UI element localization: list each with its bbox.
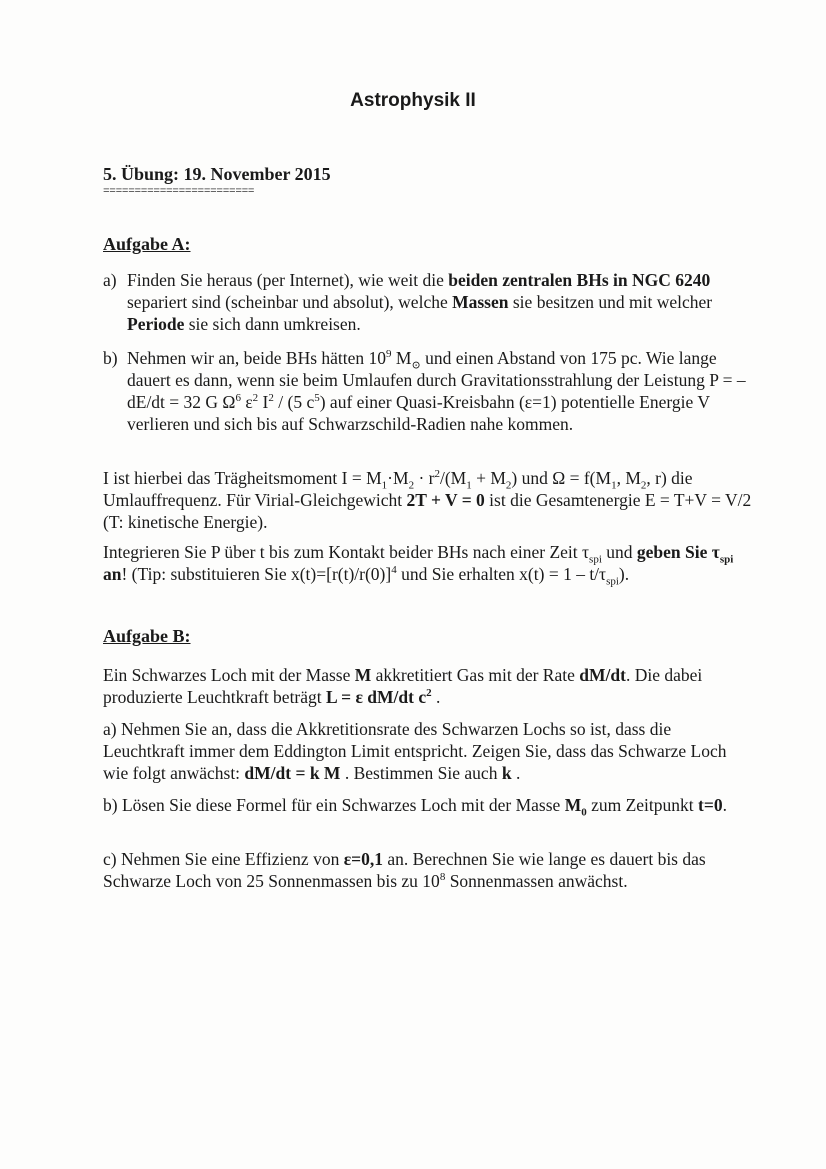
double-underline: ======================== (103, 186, 255, 198)
item-label: a) (103, 270, 117, 290)
aufgabe-b-item-a: a) Nehmen Sie an, dass die Akkretitionsrate des Schwarzen Lochs so ist, dass die Leuchtkraft immer dem Eddington Limit entspricht. Zeigen Sie, dass das Schwarze Loch wie folgt anwächst: dM/dt = k M . Bestimmen Sie auch k . (103, 719, 727, 783)
item-label: b) (103, 348, 118, 368)
exercise-heading: 5. Übung: 19. November 2015 (103, 164, 331, 184)
aufgabe-a-title: Aufgabe A: (103, 234, 191, 254)
item-text: Finden Sie heraus (per Internet), wie weit die beiden zentralen BHs in NGC 6240 separiert sind (scheinbar und absolut), welche Massen sie besitzen und mit welcher Periode sie sich dann umkreisen. (127, 270, 713, 334)
aufgabe-b-heading (103, 625, 753, 647)
item-text: Nehmen wir an, beide BHs hätten $10^9$ $M_⊙$ und einen Abstand von 175 pc. Wie lange dauert es dann, wenn sie beim Umlaufen durch Gravitationsstrahlung der Leistung P = – dE/dt = 32 G $\Omega^6$ $\varepsilon^2$ $I^2 / (5$ $c^5$) auf einer Quasi-Kreisbahn (ε=1) potentielle Energie V verlieren und sich bis auf Schwarzschild-Radien nahe kommen. (127, 348, 746, 434)
aufgabe-b-item-c: c) Nehmen Sie eine Effizienz von ε=0,1 an. Berechnen Sie wie lange es dauert bis das Schwarze Loch von 25 Sonnenmassen bis zu $10^8$ Sonnenmassen anwächst. (103, 849, 706, 891)
aufgabe-b-intro: Ein Schwarzes Loch mit der Masse M akkretitiert Gas mit der Rate dM/dt. Die dabei produzierte Leuchtkraft beträgt L = ε dM/dt $c^2$ . (103, 665, 703, 707)
aufgabe-a-heading (103, 233, 753, 255)
aufgabe-a-paragraph-2: Integrieren Sie P über t bis zum Kontakt beider BHs nach einer Zeit $\tau_{spi}$ und geben Sie $\tau_{spi}$ an! (Tip: substituieren Sie $x(t)=[r(t)/r(0)]^4$ und Sie erhalten $x(t) = 1 - t/\tau_{spi}$). (103, 542, 734, 588)
page-title: Astrophysik II (350, 90, 476, 111)
aufgabe-a-paragraph-1: I ist hierbei das Trägheitsmoment $I = M_1\cdot M_2 \cdot r^2/(M_1 + M_2)$ und $\Omega = f(M_1$, $M_2$, r) die Umlauffrequenz. Für Virial-Gleichgewicht 2T + V = 0 ist die Gesamtenergie E = T+V = V/2 (T: kinetische Energie). (103, 468, 752, 532)
aufgabe-b-item-b: b) Lösen Sie diese Formel für ein Schwarzes Loch mit der Masse $M_0$ zum Zeitpunkt t=0. (103, 795, 727, 819)
exercise-heading-block (103, 163, 753, 197)
aufgabe-b-title: Aufgabe B: (103, 626, 191, 646)
